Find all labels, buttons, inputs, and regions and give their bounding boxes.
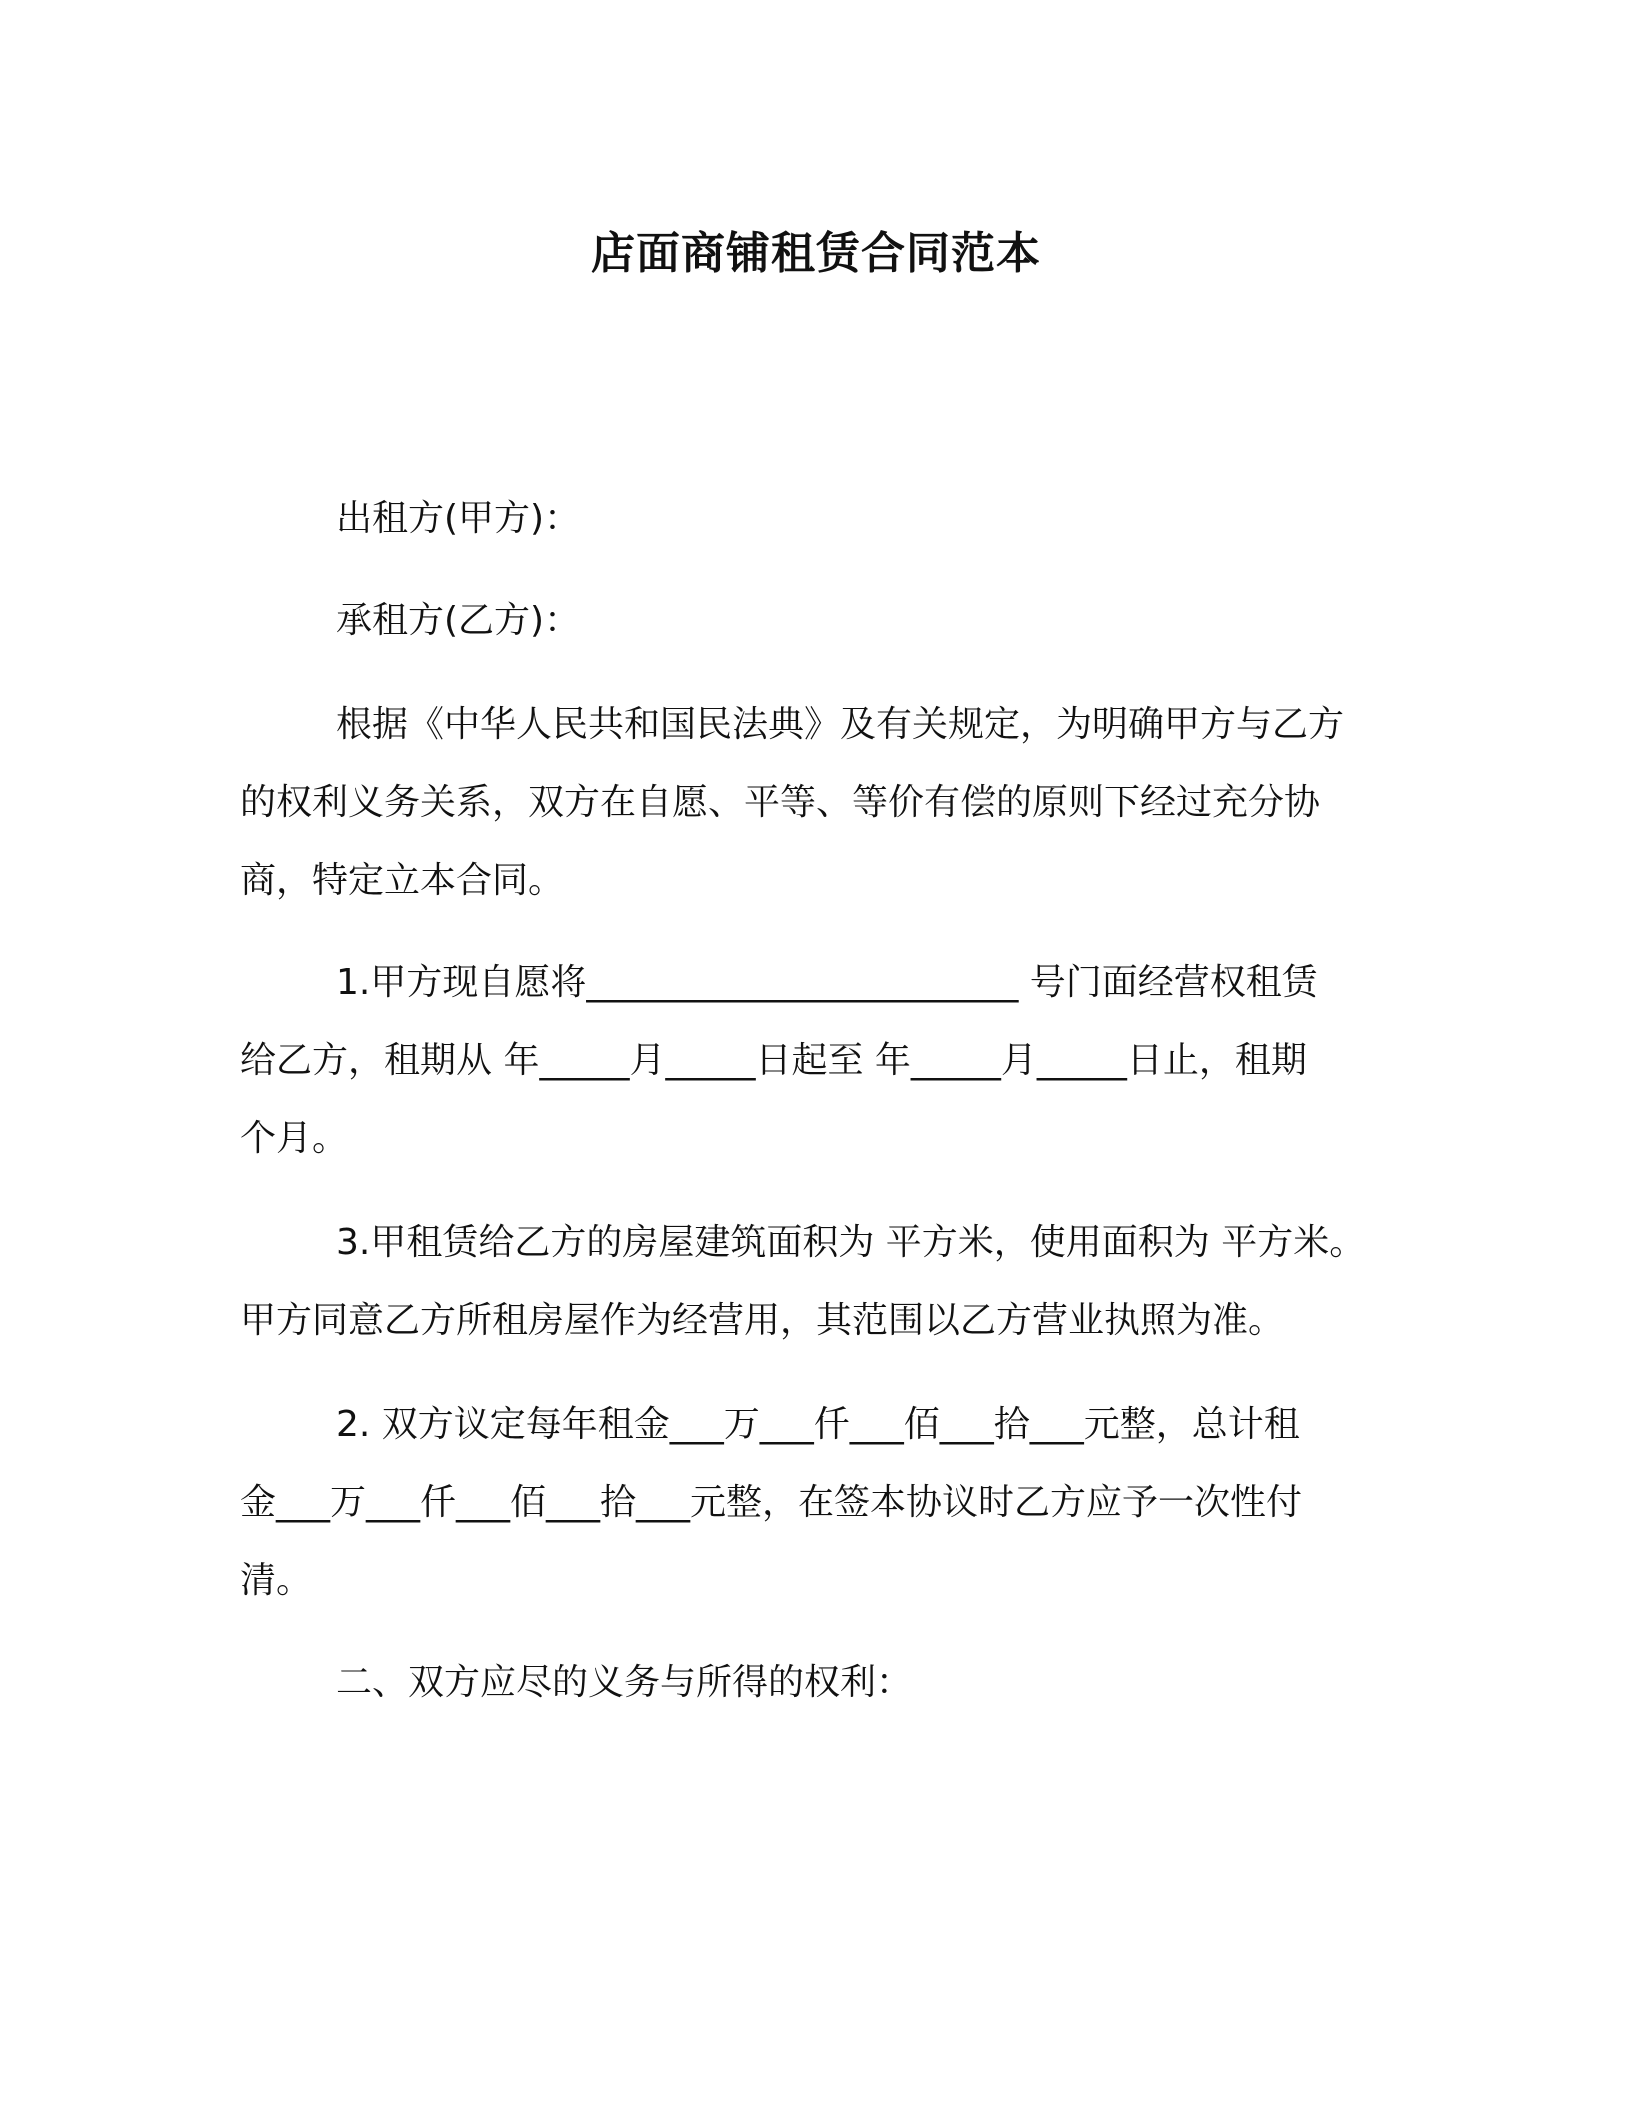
clause-2-line-3: 清。 xyxy=(240,1560,313,1601)
clause-1-line-1: 1.甲方现自愿将________________________ 号门面经营权租赁 xyxy=(336,962,1318,1003)
intro-line-2: 的权利义务关系，双方在自愿、平等、等价有偿的原则下经过充分协 xyxy=(240,782,1321,823)
intro-paragraph xyxy=(240,686,1396,920)
clause-2-paragraph xyxy=(240,1386,1396,1620)
clause-3-line-1: 3.甲租赁给乙方的房屋建筑面积为 平方米，使用面积为 平方米。 xyxy=(336,1222,1366,1263)
lessor-label: 出租方(甲方)： xyxy=(336,498,581,539)
section-2-heading-line xyxy=(240,1644,1396,1722)
clause-3-line-2: 甲方同意乙方所租房屋作为经营用，其范围以乙方营业执照为准。 xyxy=(240,1300,1285,1341)
clause-1-line-3: 个月。 xyxy=(240,1118,349,1159)
lessee-line xyxy=(240,582,1396,660)
intro-line-3: 商，特定立本合同。 xyxy=(240,860,565,901)
clause-1-paragraph xyxy=(240,944,1396,1178)
document-title: 店面商铺租赁合同范本 xyxy=(591,228,1041,279)
clause-2-line-2: 金___万___仟___佰___拾___元整，在签本协议时乙方应予一次性付 xyxy=(240,1482,1303,1523)
clause-2-line-1: 2. 双方议定每年租金___万___仟___佰___拾___元整，总计租 xyxy=(336,1404,1300,1445)
clause-1-line-2: 给乙方，租期从 年_____月_____日起至 年_____月_____日止，租期 xyxy=(240,1040,1307,1081)
lessee-label: 承租方(乙方)： xyxy=(336,600,581,641)
clause-3-paragraph xyxy=(240,1204,1396,1360)
section-2-heading: 二、双方应尽的义务与所得的权利： xyxy=(336,1662,913,1703)
intro-line-1: 根据《中华人民共和国民法典》及有关规定，为明确甲方与乙方 xyxy=(336,704,1345,745)
lessor-line xyxy=(240,480,1396,558)
